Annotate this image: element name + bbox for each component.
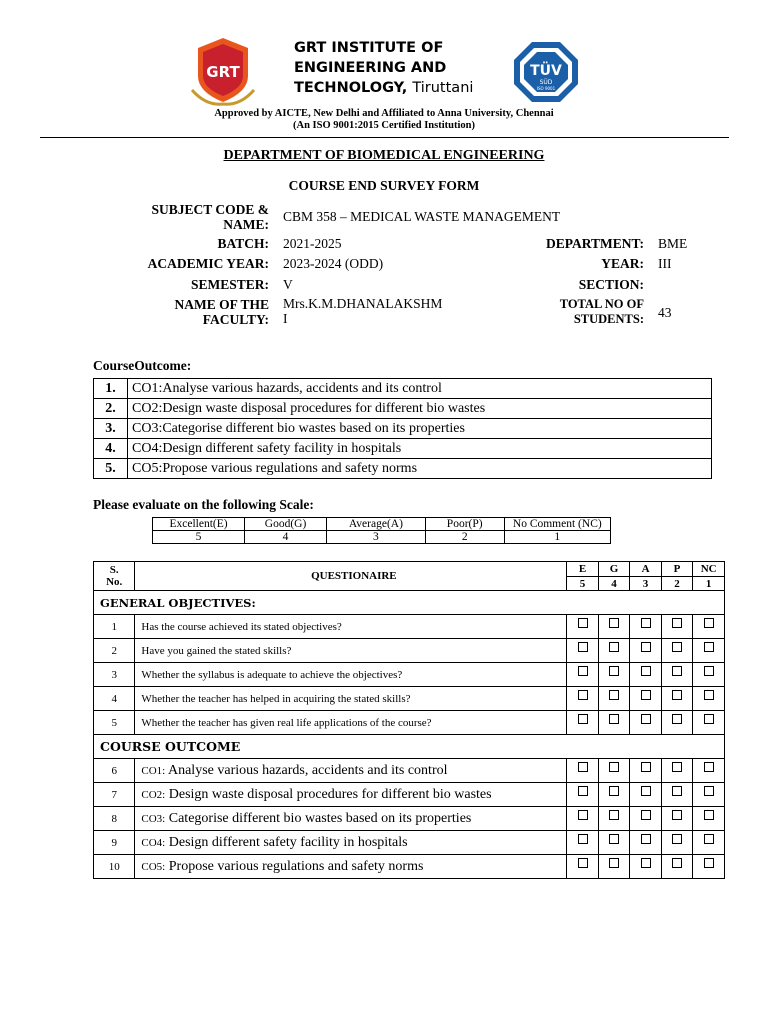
rating-value-5: 5 [567,577,599,591]
rating-letter-a: A [630,562,662,577]
rating-cell [661,855,693,879]
rating-cell [567,711,599,735]
grt-logo [186,36,260,108]
rating-checkbox[interactable] [641,786,651,796]
general-objectives-heading: GENERAL OBJECTIVES: [94,591,725,615]
institute-line1: GRT INSTITUTE OF [294,40,444,56]
academic-year-label: ACADEMIC YEAR: [147,256,269,271]
question-row [94,663,725,687]
section-label: SECTION: [578,277,644,292]
institute-line3: TECHNOLOGY, Tiruttani [294,80,474,96]
outcome-code: CO2: [141,788,166,801]
subject-label: SUBJECT CODE & NAME: [151,202,269,232]
rating-checkbox[interactable] [609,762,619,772]
batch-label: BATCH: [217,236,269,251]
rating-checkbox[interactable] [609,690,619,700]
rating-checkbox[interactable] [578,714,588,724]
course-outcome-row [94,459,712,479]
rating-checkbox[interactable] [609,834,619,844]
outcome-code: CO4: [141,836,166,849]
semester-value: V [283,277,293,292]
rating-checkbox[interactable] [641,834,651,844]
rating-checkbox[interactable] [641,618,651,628]
course-outcome-row [94,439,712,459]
svg-text:ISO 9001: ISO 9001 [536,86,556,91]
rating-cell [661,663,693,687]
course-outcome-text: CO5:Propose various regulations and safety norms [128,459,712,479]
question-number: 7 [94,783,135,807]
svg-text:TÜV: TÜV [530,63,562,79]
rating-checkbox[interactable] [672,666,682,676]
rating-cell [693,687,725,711]
sno-header: S. No. [94,562,135,591]
rating-checkbox[interactable] [704,810,714,820]
scale-heading: Please evaluate on the following Scale: [93,497,314,512]
rating-checkbox[interactable] [609,858,619,868]
rating-checkbox[interactable] [641,666,651,676]
question-row [94,615,725,639]
rating-value-1: 1 [693,577,725,591]
rating-cell [567,759,599,783]
outcome-code: CO1: [141,764,166,777]
outcome-code: CO5: [141,860,166,873]
rating-cell [693,759,725,783]
course-outcome-text: CO4:Design different safety facility in hospitals [128,439,712,459]
academic-year-value: 2023-2024 (ODD) [283,256,384,271]
rating-cell [598,687,630,711]
question-row [94,687,725,711]
course-outcome-text: CO3:Categorise different bio wastes based on its properties [128,419,712,439]
rating-cell [661,687,693,711]
scale-label: Excellent(E) [153,518,245,531]
rating-checkbox[interactable] [578,858,588,868]
department-label: DEPARTMENT: [545,236,644,251]
rating-checkbox[interactable] [672,762,682,772]
rating-cell [567,639,599,663]
faculty-label: NAME OF THE FACULTY: [174,297,269,327]
question-text [135,831,567,855]
rating-cell [630,663,662,687]
rating-cell [693,663,725,687]
question-number: 5 [94,711,135,735]
question-text [135,759,567,783]
question-number: 8 [94,807,135,831]
rating-checkbox[interactable] [704,858,714,868]
rating-cell [693,711,725,735]
scale-value: 1 [504,531,610,544]
year-value: III [658,256,672,271]
question-text: Whether the teacher has helped in acquiring the stated skills? [135,687,567,711]
rating-value-4: 4 [598,577,630,591]
rating-cell [598,831,630,855]
question-row [94,855,725,879]
question-text: Has the course achieved its stated objectives? [135,615,567,639]
rating-cell [567,855,599,879]
rating-checkbox[interactable] [672,642,682,652]
rating-checkbox[interactable] [704,618,714,628]
rating-cell [630,615,662,639]
rating-cell [630,711,662,735]
institute-line2: ENGINEERING AND [294,60,447,76]
question-text [135,807,567,831]
course-outcome-table [93,378,712,479]
rating-cell [630,759,662,783]
rating-cell [598,639,630,663]
rating-checkbox[interactable] [704,834,714,844]
header-divider [40,137,729,138]
institute-name [294,38,504,98]
outcome-text: Design different safety facility in hospitals [165,834,408,850]
outcome-text: Design waste disposal procedures for different bio wastes [165,786,492,802]
rating-checkbox[interactable] [704,690,714,700]
question-text: Whether the syllabus is adequate to achieve the objectives? [135,663,567,687]
rating-checkbox[interactable] [704,762,714,772]
scale-label: Average(A) [326,518,425,531]
rating-checkbox[interactable] [609,714,619,724]
rating-checkbox[interactable] [641,690,651,700]
rating-cell [567,783,599,807]
rating-checkbox[interactable] [578,618,588,628]
rating-letter-nc: NC [693,562,725,577]
rating-letter-g: G [598,562,630,577]
svg-text:GRT: GRT [206,63,240,81]
rating-checkbox[interactable] [578,666,588,676]
question-number: 2 [94,639,135,663]
question-text: Have you gained the stated skills? [135,639,567,663]
course-outcome-row [94,399,712,419]
rating-cell [661,831,693,855]
course-outcome-row [94,379,712,399]
scale-label: Poor(P) [425,518,504,531]
question-row [94,711,725,735]
approval-line1: Approved by AICTE, New Delhi and Affiliated to Anna University, Chennai [214,108,554,119]
course-outcome-section-heading: COURSE OUTCOME [94,735,725,759]
question-row [94,831,725,855]
rating-cell [598,615,630,639]
rating-cell [567,831,599,855]
rating-checkbox[interactable] [704,786,714,796]
rating-cell [693,831,725,855]
rating-cell [661,759,693,783]
total-students-value: 43 [658,305,672,320]
rating-checkbox[interactable] [672,690,682,700]
year-label: YEAR: [601,256,644,271]
outcome-code: CO3: [141,812,166,825]
rating-cell [693,783,725,807]
rating-checkbox[interactable] [578,810,588,820]
question-number: 1 [94,615,135,639]
svg-text:SÜD: SÜD [539,79,553,86]
rating-cell [630,687,662,711]
questionnaire-header: QUESTIONAIRE [135,562,567,591]
rating-checkbox[interactable] [704,642,714,652]
rating-value-2: 2 [661,577,693,591]
course-outcome-number: 4. [94,439,128,459]
rating-checkbox[interactable] [641,858,651,868]
outcome-text: Propose various regulations and safety norms [165,858,424,874]
rating-checkbox[interactable] [609,786,619,796]
total-students-label: TOTAL NO OF STUDENTS: [559,297,644,326]
course-outcome-heading: CourseOutcome: [93,358,192,373]
rating-checkbox[interactable] [578,642,588,652]
rating-checkbox[interactable] [672,810,682,820]
faculty-value: Mrs.K.M.DHANALAKSHM I [283,296,443,326]
institute-city: Tiruttani [412,80,474,96]
rating-checkbox[interactable] [641,714,651,724]
rating-checkbox[interactable] [609,810,619,820]
course-outcome-text: CO2:Design waste disposal procedures for different bio wastes [128,399,712,419]
rating-checkbox[interactable] [609,666,619,676]
course-outcome-number: 5. [94,459,128,479]
rating-checkbox[interactable] [672,618,682,628]
rating-checkbox[interactable] [578,834,588,844]
outcome-text: Categorise different bio wastes based on its properties [165,810,472,826]
rating-cell [630,639,662,663]
course-outcome-number: 3. [94,419,128,439]
course-outcome-number: 2. [94,399,128,419]
rating-cell [661,615,693,639]
rating-cell [567,687,599,711]
course-outcome-number: 1. [94,379,128,399]
department-title: DEPARTMENT OF BIOMEDICAL ENGINEERING [223,148,545,163]
rating-cell [693,807,725,831]
course-outcome-text: CO1:Analyse various hazards, accidents and its control [128,379,712,399]
form-title: COURSE END SURVEY FORM [288,178,480,193]
rating-cell [693,639,725,663]
rating-cell [598,855,630,879]
scale-value: 5 [153,531,245,544]
question-row [94,639,725,663]
rating-cell [598,807,630,831]
course-outcome-row [94,419,712,439]
question-number: 3 [94,663,135,687]
rating-cell [630,807,662,831]
rating-checkbox[interactable] [578,762,588,772]
subject-value: CBM 358 – MEDICAL WASTE MANAGEMENT [283,209,561,224]
rating-checkbox[interactable] [672,858,682,868]
rating-checkbox[interactable] [704,714,714,724]
questionnaire-table [93,561,725,879]
rating-cell [630,831,662,855]
rating-checkbox[interactable] [578,786,588,796]
rating-cell [598,783,630,807]
rating-letter-p: P [661,562,693,577]
rating-checkbox[interactable] [672,714,682,724]
rating-cell [661,783,693,807]
rating-cell [693,855,725,879]
rating-cell [661,711,693,735]
department-value: BME [658,236,688,251]
scale-value: 2 [425,531,504,544]
scale-label: Good(G) [245,518,327,531]
rating-value-3: 3 [630,577,662,591]
question-number: 6 [94,759,135,783]
rating-cell [630,783,662,807]
rating-cell [567,615,599,639]
question-number: 9 [94,831,135,855]
semester-label: SEMESTER: [190,277,269,292]
outcome-text: Analyse various hazards, accidents and its control [165,762,448,778]
rating-cell [598,759,630,783]
question-number: 10 [94,855,135,879]
rating-checkbox[interactable] [672,786,682,796]
batch-value: 2021-2025 [283,236,342,251]
rating-checkbox[interactable] [609,642,619,652]
rating-cell [693,615,725,639]
rating-letter-e: E [567,562,599,577]
approval-line2: (An ISO 9001:2015 Certified Institution) [292,120,475,131]
rating-checkbox[interactable] [578,690,588,700]
rating-checkbox[interactable] [641,642,651,652]
question-row [94,783,725,807]
question-text [135,855,567,879]
rating-cell [598,663,630,687]
question-row [94,759,725,783]
rating-cell [661,639,693,663]
rating-checkbox[interactable] [672,834,682,844]
scale-value: 3 [326,531,425,544]
rating-cell [567,807,599,831]
rating-cell [630,855,662,879]
rating-cell [661,807,693,831]
question-text [135,783,567,807]
rating-cell [598,711,630,735]
scale-value: 4 [245,531,327,544]
question-row [94,807,725,831]
question-text: Whether the teacher has given real life applications of the course? [135,711,567,735]
rating-checkbox[interactable] [704,666,714,676]
rating-checkbox[interactable] [641,810,651,820]
rating-checkbox[interactable] [609,618,619,628]
scale-label: No Comment (NC) [504,518,610,531]
rating-cell [567,663,599,687]
approval-text [0,108,768,132]
question-number: 4 [94,687,135,711]
rating-checkbox[interactable] [641,762,651,772]
tuv-sud-logo [512,40,580,104]
scale-table [152,517,611,544]
